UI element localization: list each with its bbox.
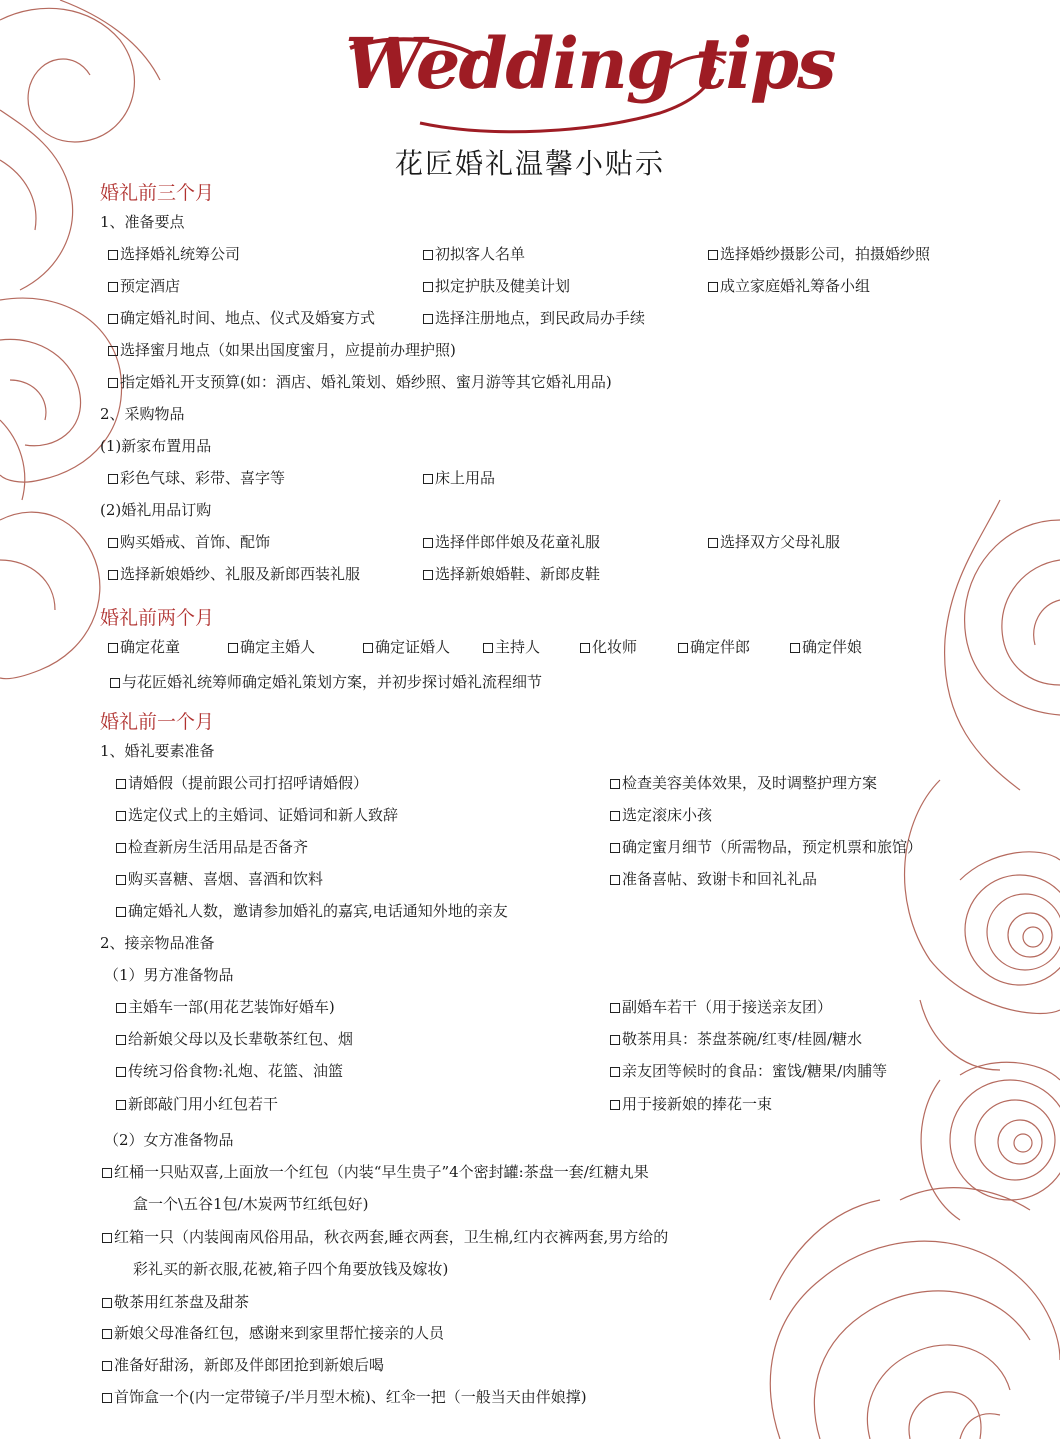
checklist-item[interactable]: 确定伴郎 <box>678 636 750 657</box>
checkbox-icon <box>108 643 118 653</box>
checklist-item[interactable]: 彩色气球、彩带、喜字等 <box>108 467 285 488</box>
checklist-item[interactable]: 准备喜帖、致谢卡和回礼礼品 <box>610 868 817 889</box>
checkbox-icon <box>102 1393 112 1403</box>
checkbox-icon <box>610 779 620 789</box>
checklist-item[interactable]: 红箱一只（内装闽南风俗用品，秋衣两套,睡衣两套，卫生棉,红内衣裤两套,男方给的 <box>102 1226 668 1247</box>
checklist-item[interactable]: 选择双方父母礼服 <box>708 531 840 552</box>
checklist-item[interactable]: 检查新房生活用品是否备齐 <box>116 836 308 857</box>
subheading-home-decor: (1)新家布置用品 <box>100 437 212 455</box>
checkbox-icon <box>116 1067 126 1077</box>
checkbox-icon <box>678 643 688 653</box>
checklist-item[interactable]: 指定婚礼开支预算(如：酒店、婚礼策划、婚纱照、蜜月游等其它婚礼用品) <box>108 371 612 392</box>
checkbox-icon <box>102 1361 112 1371</box>
checkbox-icon <box>116 907 126 917</box>
checklist-item[interactable]: 预定酒店 <box>108 275 180 296</box>
checklist-item[interactable]: 确定蜜月细节（所需物品，预定机票和旅馆） <box>610 836 922 857</box>
checkbox-icon <box>423 250 433 260</box>
checklist-item[interactable]: 选择注册地点，到民政局办手续 <box>423 307 645 328</box>
checklist-item[interactable]: 检查美容美体效果，及时调整护理方案 <box>610 772 877 793</box>
checklist-item[interactable]: 确定主婚人 <box>228 636 315 657</box>
checkbox-icon <box>228 643 238 653</box>
checklist-item[interactable]: 选择新娘婚鞋、新郎皮鞋 <box>423 563 600 584</box>
section-title-three-months: 婚礼前三个月 <box>100 182 215 204</box>
checklist-item-continuation: 彩礼买的新衣服,花被,箱子四个角要放钱及嫁妆) <box>133 1260 449 1278</box>
subheading-purchase: 2、采购物品 <box>100 405 185 423</box>
checklist-item[interactable]: 选定滚床小孩 <box>610 804 712 825</box>
checkbox-icon <box>116 1003 126 1013</box>
checkbox-icon <box>708 282 718 292</box>
checkbox-icon <box>363 643 373 653</box>
subheading-pickup: 2、接亲物品准备 <box>100 934 215 952</box>
subheading-wedding-supplies: (2)婚礼用品订购 <box>100 501 212 519</box>
checklist-item-continuation: 盒一个\五谷1包/木炭两节红纸包好) <box>133 1195 369 1213</box>
checklist-item[interactable]: 副婚车若干（用于接送亲友团） <box>610 996 832 1017</box>
checklist-item[interactable]: 选择婚礼统筹公司 <box>108 243 240 264</box>
checklist-item[interactable]: 确定婚礼时间、地点、仪式及婚宴方式 <box>108 307 375 328</box>
checkbox-icon <box>116 843 126 853</box>
checklist-item[interactable]: 红桶一只贴双喜,上面放一个红包（内装“早生贵子”4个密封罐:茶盘一套/红糖丸果 <box>102 1161 649 1182</box>
checklist-item[interactable]: 化妆师 <box>580 636 637 657</box>
checkbox-icon <box>110 678 120 688</box>
checklist-item[interactable]: 新郎敲门用小红包若干 <box>116 1093 278 1114</box>
checklist-item[interactable]: 选定仪式上的主婚词、证婚词和新人致辞 <box>116 804 398 825</box>
checkbox-icon <box>102 1168 112 1178</box>
checklist-item[interactable]: 确定伴娘 <box>790 636 862 657</box>
checkbox-icon <box>610 1100 620 1110</box>
checklist-item[interactable]: 新娘父母准备红包，感谢来到家里帮忙接亲的人员 <box>102 1322 444 1343</box>
checkbox-icon <box>483 643 493 653</box>
checklist-item[interactable]: 选择伴郎伴娘及花童礼服 <box>423 531 600 552</box>
checkbox-icon <box>108 314 118 324</box>
checkbox-icon <box>610 1067 620 1077</box>
checklist-item[interactable]: 选择蜜月地点（如果出国度蜜月，应提前办理护照) <box>108 339 456 360</box>
page-subtitle: 花匠婚礼温馨小贴示 <box>395 147 666 180</box>
checkbox-icon <box>108 282 118 292</box>
checklist-item[interactable]: 确定花童 <box>108 636 180 657</box>
checkbox-icon <box>423 538 433 548</box>
checkbox-icon <box>610 1035 620 1045</box>
checkbox-icon <box>610 843 620 853</box>
checklist-item[interactable]: 与花匠婚礼统筹师确定婚礼策划方案，并初步探讨婚礼流程细节 <box>110 671 542 692</box>
subheading-bride: （2）女方准备物品 <box>104 1131 234 1149</box>
checklist-item[interactable]: 选择婚纱摄影公司，拍摄婚纱照 <box>708 243 930 264</box>
checkbox-icon <box>102 1298 112 1308</box>
checklist-item[interactable]: 首饰盒一个(内一定带镜子/半月型木梳)、红伞一把（一般当天由伴娘撑) <box>102 1386 587 1407</box>
checklist-item[interactable]: 床上用品 <box>423 467 495 488</box>
checkbox-icon <box>790 643 800 653</box>
checklist-item[interactable]: 敬茶用红茶盘及甜茶 <box>102 1291 249 1312</box>
subheading-elements: 1、婚礼要素准备 <box>100 742 215 760</box>
checkbox-icon <box>610 875 620 885</box>
section-title-one-month: 婚礼前一个月 <box>100 711 215 733</box>
checklist-item[interactable]: 用于接新娘的捧花一束 <box>610 1093 772 1114</box>
checkbox-icon <box>108 346 118 356</box>
checkbox-icon <box>423 474 433 484</box>
checkbox-icon <box>610 811 620 821</box>
checkbox-icon <box>102 1329 112 1339</box>
checklist-item[interactable]: 确定婚礼人数，邀请参加婚礼的嘉宾,电话通知外地的亲友 <box>116 900 508 921</box>
logo-wedding-tips: Wedding tips <box>345 22 835 105</box>
checklist-item[interactable]: 传统习俗食物:礼炮、花篮、油篮 <box>116 1060 343 1081</box>
checkbox-icon <box>610 1003 620 1013</box>
checkbox-icon <box>116 811 126 821</box>
checkbox-icon <box>423 570 433 580</box>
checkbox-icon <box>116 1100 126 1110</box>
checkbox-icon <box>102 1233 112 1243</box>
checkbox-icon <box>116 779 126 789</box>
checkbox-icon <box>580 643 590 653</box>
section-title-two-months: 婚礼前两个月 <box>100 607 215 629</box>
checkbox-icon <box>708 250 718 260</box>
checklist-item[interactable]: 亲友团等候时的食品：蜜饯/糖果/肉脯等 <box>610 1060 887 1081</box>
checklist-item[interactable]: 购买婚戒、首饰、配饰 <box>108 531 270 552</box>
checkbox-icon <box>116 875 126 885</box>
checklist-item[interactable]: 初拟客人名单 <box>423 243 525 264</box>
checklist-item[interactable]: 主持人 <box>483 636 540 657</box>
checkbox-icon <box>108 378 118 388</box>
checkbox-icon <box>108 474 118 484</box>
checklist-item[interactable]: 敬茶用具：茶盘茶碗/红枣/桂圆/糖水 <box>610 1028 862 1049</box>
checklist-item[interactable]: 成立家庭婚礼筹备小组 <box>708 275 870 296</box>
checklist-item[interactable]: 给新娘父母以及长辈敬茶红包、烟 <box>116 1028 353 1049</box>
checkbox-icon <box>708 538 718 548</box>
subheading-groom: （1）男方准备物品 <box>104 966 234 984</box>
checkbox-icon <box>423 314 433 324</box>
subheading-prepare: 1、准备要点 <box>100 213 185 231</box>
checklist-item[interactable]: 主婚车一部(用花艺装饰好婚车) <box>116 996 335 1017</box>
checklist-item[interactable]: 拟定护肤及健美计划 <box>423 275 570 296</box>
checkbox-icon <box>423 282 433 292</box>
checklist-item[interactable]: 确定证婚人 <box>363 636 450 657</box>
checkbox-icon <box>108 250 118 260</box>
checkbox-icon <box>108 570 118 580</box>
checkbox-icon <box>116 1035 126 1045</box>
checklist-item[interactable]: 选择新娘婚纱、礼服及新郎西装礼服 <box>108 563 360 584</box>
checklist-item[interactable]: 请婚假（提前跟公司打招呼请婚假） <box>116 772 368 793</box>
checkbox-icon <box>108 538 118 548</box>
checklist-item[interactable]: 准备好甜汤，新郎及伴郎团抢到新娘后喝 <box>102 1354 384 1375</box>
checklist-item[interactable]: 购买喜糖、喜烟、喜酒和饮料 <box>116 868 323 889</box>
